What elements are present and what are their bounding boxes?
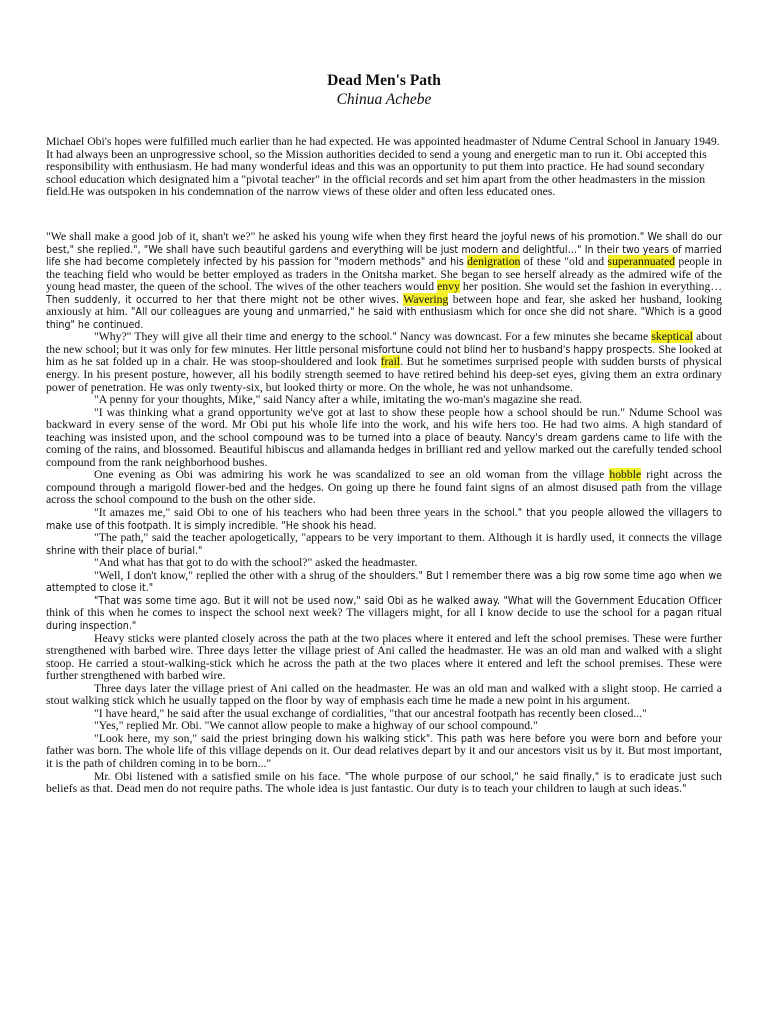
highlight-skeptical: skeptical: [651, 330, 693, 344]
highlight-envy: envy: [437, 280, 460, 294]
paragraph-2: "Why?" They will give all their time and energy to the school." Nancy was downcast. For a few minutes she became skeptical about the new school; but it was only for few minutes. Her little personal misfortune could not blind her to husband's happy prospects. She looked at him as he sat folded up in a chair. He was stoop-shouldered and look frail. But he sometimes surprised people with sudden bursts of physical energy. In his present posture, however, all his bodily strength seemed to have retired behind his deep-set eyes, giving them an extra ordinary power of penetration. He was only twenty-six, but looked thirty or more. On the whole, he was not unhandsome.: [46, 330, 723, 394]
paragraph-15: "Look here, my son," said the priest bringing down his walking stick". This path was here before you were born and before your father was born. The whole life of this village depends on it. Our dead relatives depart by it and our ancestors visit us by it. But most important, it is the path of children coming in to be born...": [46, 731, 722, 770]
paragraph-3: "A penny for your thoughts, Mike," said Nancy after a while, imitating the wo-man's magazine she read.: [94, 393, 583, 407]
paragraph-7: "The path," said the teacher apologetically, "appears to be very important to them. Although it is hardly used, it connects the village shrine with their place of burial.": [46, 531, 722, 557]
story-author: Chinua Achebe: [336, 91, 432, 108]
highlight-frail: frail: [380, 355, 401, 369]
paragraph-16: Mr. Obi listened with a satisfied smile on his face. "The whole purpose of our school," he said finally," is to eradicate just such beliefs as that. Dead men do not require paths. The whole idea is just fantastic. Our duty is to teach your children to laugh at such ideas.": [46, 769, 722, 796]
paragraph-14: "Yes," replied Mr. Obi. "We cannot allow people to make a highway of our school compound.": [94, 719, 538, 733]
paragraph-12: Three days later the village priest of Ani called on the headmaster. He was an old man and walked with a slight stoop. He carried a stout walking stick which he usually tapped on the floor by way of emphasis each time he made a new point in his argument.: [46, 681, 722, 708]
intro-paragraph: Michael Obi's hopes were fulfilled much earlier than he had expected. He was appointed headmaster of Ndume Central School in January 1949. It had always been an unprogressive school, so the Mission authorities decided to send a young and energetic man to run it. Obi accepted this responsibility with enthusiasm. He had many wonderful ideas and this was an opportunity to put them into practice. He had sound secondary school education which designated him a "pivotal teacher" in the official records and set him apart from the other headmasters in the mission field.He was outspoken in his condemnation of the narrow views of these older and often less educated ones.: [46, 135, 720, 199]
paragraph-4: "I was thinking what a grand opportunity we've got at last to show these people how a school should be run." Ndume School was backward in every sense of the word. Mr Obi put his whole life into the work, and his wife hers too. He had two aims. A high standard of teaching was insisted upon, and the school compound was to be turned into a place of beauty. Nancy's dream gardens came to life with the coming of the rains, and blossomed. Beautiful hibiscus and allamanda hedges in brilliant red and yellow marked out the carefully tended school compound from the rank neighborhood bushes.: [46, 405, 723, 469]
paragraph-11: Heavy sticks were planted closely across the path at the two places where it entered and left the school premises. These were further strengthened with barbed wire. Three days letter the village priest of Ani called the headmaster. He was an old man and walked with a slight stoop. He carried a stout-walking-stick which he across the path at the two places where it entered and left the school premises. These were further strengthened with barbed wire.: [46, 631, 722, 683]
paragraph-13: "I have heard," he said after the usual exchange of cordialities, "that our ancestral footpath has recently been closed...": [94, 706, 647, 720]
story-body: [46, 231, 722, 796]
highlight-superannuated: superannuated: [607, 255, 676, 269]
paragraph-6: "It amazes me," said Obi to one of his teachers who had been three years in the school." that you people allowed the villagers to make use of this footpath. It is simply incredible. "He shook his head.: [46, 506, 722, 532]
paragraph-9: "Well, I don't know," replied the other with a shrug of the shoulders." But I remember there was a big row some time ago when we attempted to close it.": [46, 568, 722, 595]
paragraph-5: One evening as Obi was admiring his work he was scandalized to see an old woman from the village hobble right across the compound through a marigold flower-bed and the hedges. On going up there he found faint signs of an almost disused path from the village across the school compound to the bush on the other side.: [46, 468, 722, 507]
paragraph-8: "And what has that got to do with the school?" asked the headmaster.: [94, 556, 418, 570]
story-title: Dead Men's Path: [327, 72, 441, 89]
highlight-hobble: hobble: [609, 468, 642, 482]
highlight-wavering: Wavering: [403, 292, 449, 306]
paragraph-10: "That was some time ago. But it will not be used now," said Obi as he walked away. "What will the Government Education Officer think of this when he comes to inspect the school next week? The villagers might, for all I know decide to use the school for a pagan ritual during inspection.": [46, 593, 722, 632]
paragraph-1: "We shall make a good job of it, shan't we?" he asked his young wife when they first heard the joyful news of his promotion." We shall do our best," she replied.", "We shall have such beautiful gardens and everything will be just modern and delightful…" In their two years of married life she had become completely infected by his passion for "modern methods" and his denigration of these "old and superannuated people in the teaching field who would be better employed as traders in the Onitsha market. She began to see herself already as the admired wife of the young head master, the queen of the school. The wives of the other teachers would envy her position. She would set the fashion in everything… Then suddenly, it occurred to her that there might not be other wives. Wavering between hope and fear, she asked her husband, looking anxiously at him. "All our colleagues are young and unmarried," he said with enthusiasm which for once she did not share. "Which is a good thing" he continued.: [46, 230, 723, 331]
highlight-denigration: denigration: [467, 255, 521, 269]
